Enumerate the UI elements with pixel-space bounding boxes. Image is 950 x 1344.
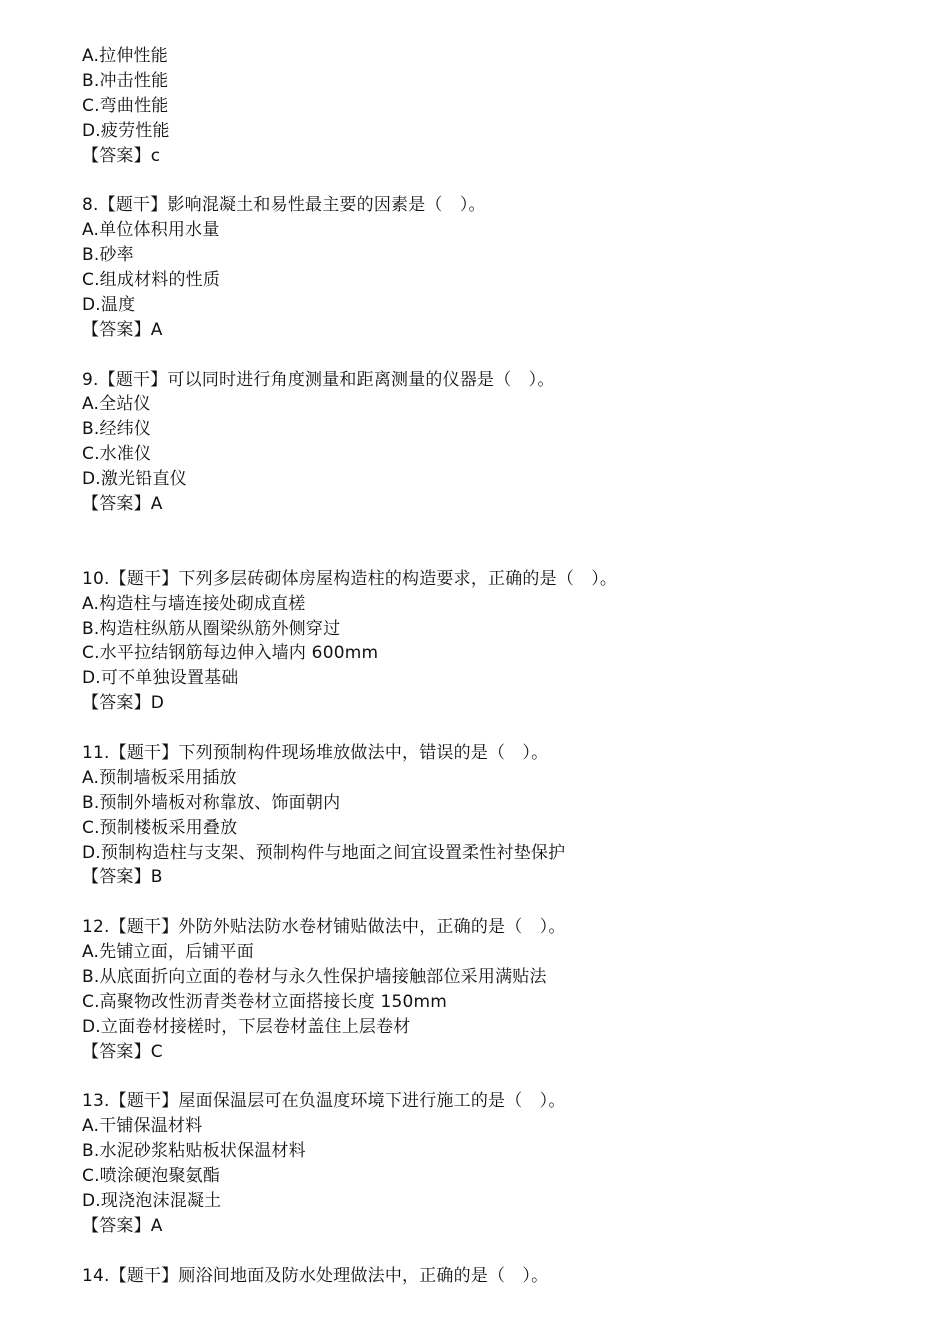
- option-a: A.全站仪: [82, 394, 151, 415]
- blank-line: [82, 343, 922, 368]
- question-stem: 14.【题干】厕浴间地面及防水处理做法中，正确的是（ ）。: [82, 1265, 549, 1286]
- option-a: A.构造柱与墙连接处砌成直槎: [82, 593, 306, 614]
- option-a: A.先铺立面，后铺平面: [82, 942, 254, 963]
- answer: 【答案】A: [82, 319, 163, 340]
- blank-line: [82, 1239, 922, 1264]
- question-stem: 13.【题干】屋面保温层可在负温度环境下进行施工的是（ ）。: [82, 1091, 566, 1112]
- option-d: D.温度: [82, 294, 136, 315]
- option-b: B.从底面折向立面的卷材与永久性保护墙接触部位采用满贴法: [82, 966, 547, 987]
- option-c: C.高聚物改性沥青类卷材立面搭接长度 150mm: [82, 991, 448, 1012]
- question-13: [82, 1089, 922, 1238]
- option-c: C.组成材料的性质: [82, 270, 221, 291]
- answer: 【答案】D: [82, 693, 165, 714]
- blank-line: [82, 890, 922, 915]
- option-b: B.水泥砂浆粘贴板状保温材料: [82, 1141, 306, 1162]
- option-d: D.立面卷材接槎时，下层卷材盖住上层卷材: [82, 1016, 411, 1037]
- exam-document: [82, 44, 922, 1289]
- question-stem: 8.【题干】影响混凝土和易性最主要的因素是（ ）。: [82, 195, 486, 216]
- option-d: D.疲劳性能: [82, 120, 170, 141]
- question-stem: 11.【题干】下列预制构件现场堆放做法中，错误的是（ ）。: [82, 742, 549, 763]
- option-b: B.预制外墙板对称靠放、饰面朝内: [82, 792, 341, 813]
- option-a: A.预制墙板采用插放: [82, 767, 237, 788]
- question-7-fragment: [82, 44, 922, 168]
- question-9: [82, 368, 922, 517]
- option-d: D.可不单独设置基础: [82, 668, 239, 689]
- option-b: B.构造柱纵筋从圈梁纵筋外侧穿过: [82, 618, 341, 639]
- option-c: C.预制楼板采用叠放: [82, 817, 238, 838]
- answer: 【答案】A: [82, 1215, 163, 1236]
- question-8: [82, 193, 922, 342]
- blank-line: [82, 1065, 922, 1090]
- question-stem: 12.【题干】外防外贴法防水卷材铺贴做法中，正确的是（ ）。: [82, 917, 566, 938]
- answer: 【答案】B: [82, 867, 163, 888]
- blank-line: [82, 517, 922, 567]
- option-a: A.单位体积用水量: [82, 220, 220, 241]
- option-b: B.经纬仪: [82, 419, 152, 440]
- option-d: D.预制构造柱与支架、预制构件与地面之间宜设置柔性衬垫保护: [82, 842, 566, 863]
- option-c: C.水准仪: [82, 444, 152, 465]
- option-c: C.喷涂硬泡聚氨酯: [82, 1166, 221, 1187]
- option-c: C.弯曲性能: [82, 95, 169, 116]
- question-stem: 9.【题干】可以同时进行角度测量和距离测量的仪器是（ ）。: [82, 369, 555, 390]
- blank-line: [82, 716, 922, 741]
- question-11: [82, 741, 922, 890]
- option-a: A.拉伸性能: [82, 46, 168, 66]
- question-stem: 10.【题干】下列多层砖砌体房屋构造柱的构造要求，正确的是（ ）。: [82, 568, 618, 589]
- answer: 【答案】A: [82, 494, 163, 515]
- option-d: D.激光铅直仪: [82, 469, 187, 490]
- question-12: [82, 915, 922, 1064]
- answer: 【答案】c: [82, 145, 161, 166]
- option-a: A.干铺保温材料: [82, 1116, 203, 1137]
- question-14: [82, 1264, 922, 1289]
- option-b: B.冲击性能: [82, 70, 169, 91]
- option-c: C.水平拉结钢筋每边伸入墙内 600mm: [82, 643, 379, 664]
- option-b: B.砂率: [82, 245, 134, 266]
- option-d: D.现浇泡沫混凝土: [82, 1190, 222, 1211]
- blank-line: [82, 168, 922, 193]
- answer: 【答案】C: [82, 1041, 163, 1062]
- question-10: [82, 567, 922, 716]
